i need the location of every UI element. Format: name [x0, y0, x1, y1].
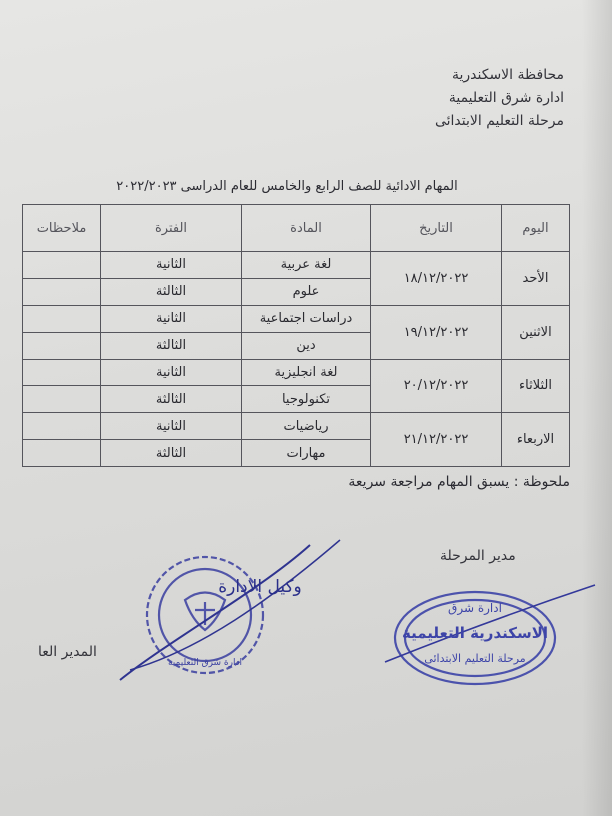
notes-cell: [23, 440, 101, 467]
period-cell: الثانية: [101, 305, 242, 332]
subject-cell: لغة انجليزية: [242, 359, 371, 386]
subject-cell: دين: [242, 332, 371, 359]
subject-cell: رياضيات: [242, 413, 371, 440]
right-stamp-line1: ادارة شرق: [448, 601, 502, 615]
right-stamp-line2: الاسكندرية التعليمية: [401, 624, 549, 642]
schedule-table: [22, 204, 570, 467]
period-cell: الثانية: [101, 413, 242, 440]
stage-line: مرحلة التعليم الابتدائى: [434, 113, 564, 129]
table-row: [23, 252, 570, 279]
date-cell: ١٨/١٢/٢٠٢٢: [371, 252, 502, 306]
date-cell: ٢١/١٢/٢٠٢٢: [371, 413, 502, 467]
review-note: ملحوظة : يسبق المهام مراجعة سريعة: [348, 474, 570, 490]
table-row: [23, 413, 570, 440]
day-cell: الأحد: [502, 252, 570, 306]
day-cell: الاربعاء: [502, 413, 570, 467]
date-cell: ١٩/١٢/٢٠٢٢: [371, 305, 502, 359]
period-cell: الثالثة: [101, 332, 242, 359]
letterhead: [435, 64, 564, 133]
day-cell: الاثنين: [502, 305, 570, 359]
header-notes: ملاحظات: [23, 205, 101, 252]
header-date: التاريخ: [371, 205, 502, 252]
table-row: [23, 305, 570, 332]
notes-cell: [23, 252, 101, 279]
day-cell: الثلاثاء: [502, 359, 570, 413]
subject-cell: دراسات اجتماعية: [242, 305, 371, 332]
administration-line: ادارة شرق التعليمية: [448, 90, 564, 106]
subject-cell: لغة عربية: [242, 252, 371, 279]
stamp-handwriting: وكيل الادارة: [218, 577, 302, 597]
left-stamp-text: ادارة شرق التعليمية: [167, 658, 243, 668]
subject-cell: علوم: [242, 278, 371, 305]
period-cell: الثالثة: [101, 386, 242, 413]
table-header-row: [23, 205, 570, 252]
period-cell: الثانية: [101, 252, 242, 279]
notes-cell: [23, 413, 101, 440]
header-day: اليوم: [502, 205, 570, 252]
header-subject: المادة: [242, 205, 371, 252]
period-cell: الثانية: [101, 359, 242, 386]
right-stamp: [380, 580, 600, 700]
governorate-line: محافظة الاسكندرية: [451, 67, 564, 83]
notes-cell: [23, 386, 101, 413]
notes-cell: [23, 305, 101, 332]
notes-cell: [23, 278, 101, 305]
table-row: [23, 359, 570, 386]
stage-manager-label: مدير المرحلة: [440, 548, 516, 564]
notes-cell: [23, 332, 101, 359]
general-manager-label: المدير العا: [38, 644, 97, 660]
date-cell: ٢٠/١٢/٢٠٢٢: [371, 359, 502, 413]
period-cell: الثالثة: [101, 278, 242, 305]
period-cell: الثالثة: [101, 440, 242, 467]
document-title: المهام الادائية للصف الرابع والخامس للعام الدراسى ٢٠٢٢/٢٠٢٣: [116, 179, 458, 194]
header-period: الفترة: [101, 205, 242, 252]
subject-cell: تكنولوجيا: [242, 386, 371, 413]
right-stamp-line3: مرحلة التعليم الابتدائى: [424, 652, 526, 665]
notes-cell: [23, 359, 101, 386]
subject-cell: مهارات: [242, 440, 371, 467]
left-stamp: [110, 530, 350, 700]
